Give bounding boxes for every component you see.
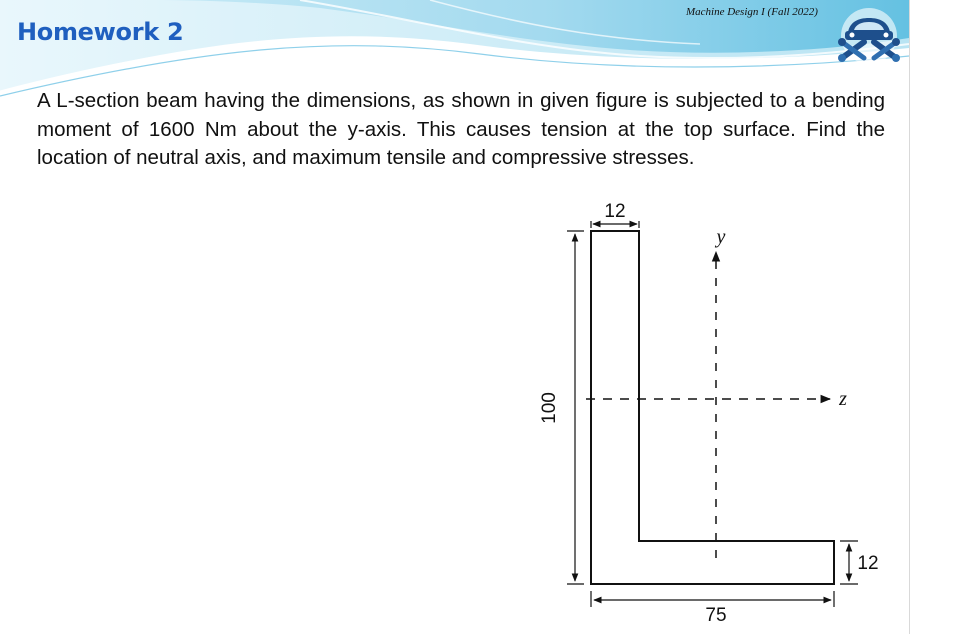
dim-height-label: 100 bbox=[539, 392, 560, 424]
dim-height-line bbox=[567, 231, 584, 584]
dim-flange-thickness-label: 12 bbox=[857, 553, 879, 574]
course-label: Machine Design I (Fall 2022) bbox=[686, 6, 818, 18]
l-section-figure bbox=[530, 192, 879, 632]
l-section-outline bbox=[591, 231, 834, 584]
problem-statement: A L-section beam having the dimensions, as shown in given figure is subjected to a bending moment of 1600 Nm about the y-axis. This causes tension at the top surface. Find the location of neutral axis, and maximum tensile and compressive stresses. bbox=[37, 89, 885, 169]
dim-web-thickness-line bbox=[591, 221, 639, 228]
dim-web-thickness-label: 12 bbox=[604, 201, 626, 222]
dim-flange-thickness-line bbox=[840, 541, 858, 584]
y-axis-label: y bbox=[716, 226, 726, 248]
z-axis-label: z bbox=[839, 388, 847, 410]
dim-width-label: 75 bbox=[705, 605, 727, 626]
page-title: Homework 2 bbox=[17, 18, 184, 46]
car-wrench-logo-icon bbox=[836, 6, 902, 66]
